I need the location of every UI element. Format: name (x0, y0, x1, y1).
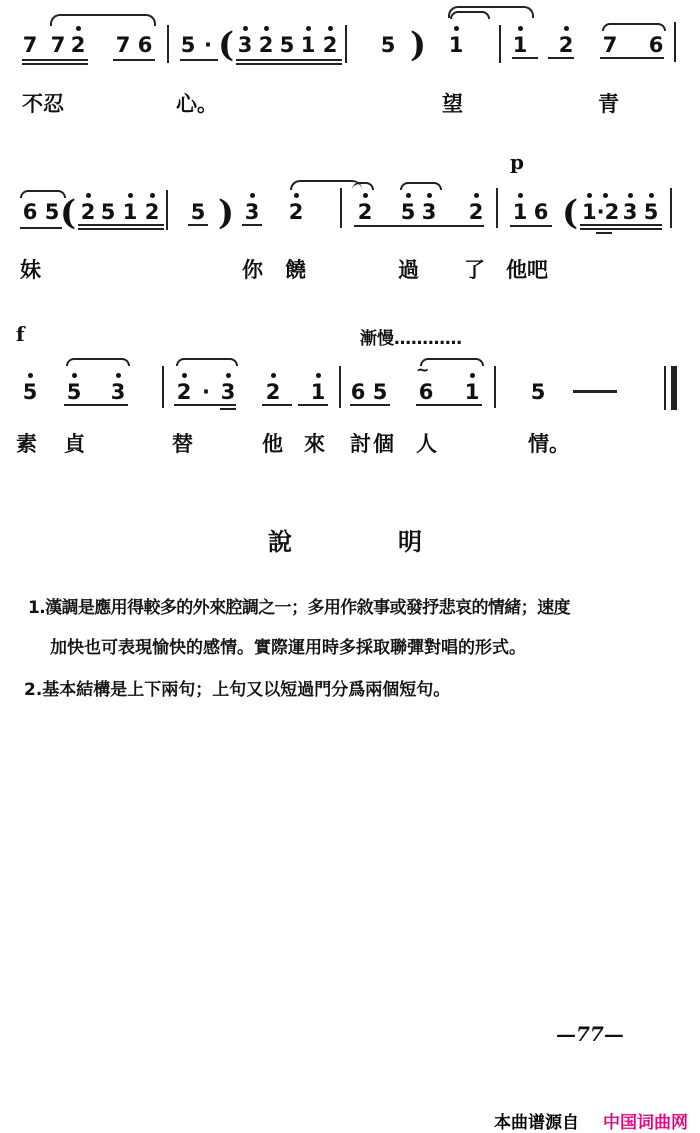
slur (400, 182, 442, 190)
underline (220, 408, 236, 410)
barline (166, 190, 168, 230)
note: 3 (110, 380, 126, 404)
note: 2 (258, 33, 274, 57)
dynamic-mark: f (16, 322, 25, 346)
lyric: 妹 (20, 258, 41, 282)
note: 5 (530, 380, 546, 404)
lyric: 討個 (350, 432, 396, 456)
paragraph-2-line-1: 2.基本結構是上下兩句；上句又以短過門分爲兩個短句。 (24, 680, 451, 700)
note: 7 (22, 33, 38, 57)
dot: · (202, 380, 210, 404)
underline (78, 224, 164, 226)
tempo-mark: 漸慢………… (360, 329, 462, 349)
underline (22, 63, 88, 65)
note: 5 (643, 200, 659, 224)
barline (339, 366, 341, 408)
paragraph-1-line-1: 1.漢調是應用得較多的外來腔調之一；多用作敘事或發抒悲哀的情緒；速度 (28, 598, 570, 618)
barline (162, 366, 164, 408)
note: 2 (322, 33, 338, 57)
underline (236, 63, 342, 65)
dot: · (204, 33, 212, 57)
note: 5 (372, 380, 388, 404)
underline (242, 224, 262, 226)
underline (350, 404, 390, 406)
lyric: 過 (398, 258, 419, 282)
explanation-title-right: 明 (398, 528, 422, 556)
barline (340, 188, 342, 228)
note: 6 (22, 200, 38, 224)
note: 5 (22, 380, 38, 404)
paragraph-1-line-2: 加快也可表現愉快的感情。實際運用時多採取聯彈對唱的形式。 (50, 638, 526, 658)
note: 2 (265, 380, 281, 404)
underline (596, 232, 612, 234)
note: 2 (176, 380, 192, 404)
note: 2 (558, 33, 574, 57)
underline (180, 59, 218, 61)
underline (236, 59, 342, 61)
underline (600, 57, 664, 59)
note: 6 (533, 200, 549, 224)
note: 2 (80, 200, 96, 224)
paren-close: ) (218, 193, 235, 233)
underline (548, 57, 574, 59)
lyric: 情。 (528, 432, 570, 456)
lyric: 了 (464, 258, 485, 282)
note: 1 (512, 33, 528, 57)
paren-open: ( (562, 193, 579, 233)
note: 5 (380, 33, 396, 57)
mordent-icon: ~ (416, 360, 430, 379)
lyric: 你饒 (242, 258, 328, 282)
underline (188, 224, 208, 226)
underline (512, 57, 538, 59)
lyric: 他 (262, 432, 283, 456)
note: 5 (180, 33, 196, 57)
paren-open: ( (60, 193, 77, 233)
underline (22, 59, 88, 61)
page-number: —77— (556, 1022, 624, 1046)
explanation-title-left: 說 (268, 528, 292, 556)
note: 3 (237, 33, 253, 57)
note: 3 (622, 200, 638, 224)
note: 1 (122, 200, 138, 224)
barline (494, 366, 496, 408)
underline (78, 228, 164, 230)
note: 2 (70, 33, 86, 57)
lyric: 人 (416, 432, 437, 456)
underline (580, 228, 662, 230)
watermark-site: 中国词曲网 (603, 1113, 688, 1133)
note: 1 (310, 380, 326, 404)
underline (262, 404, 292, 406)
extension-dash (573, 390, 617, 393)
note: 3 (220, 380, 236, 404)
note: 5 (100, 200, 116, 224)
underline (174, 404, 236, 406)
barline (167, 25, 169, 63)
note: 7 (602, 33, 618, 57)
lyric: 心。 (176, 92, 218, 116)
note: 6 (648, 33, 664, 57)
note: 3 (421, 200, 437, 224)
barline (345, 25, 347, 63)
slur (66, 358, 130, 366)
slur (602, 23, 666, 31)
note: 3 (244, 200, 260, 224)
note: 2 (468, 200, 484, 224)
final-barline-thick (671, 366, 677, 410)
slur (50, 14, 156, 26)
note: 6 (350, 380, 366, 404)
note: 5 (400, 200, 416, 224)
note: 6 (418, 380, 434, 404)
lyric: 來 (304, 432, 325, 456)
note: 5 (279, 33, 295, 57)
lyric: 貞 (64, 432, 85, 456)
slur (176, 358, 238, 366)
note: 2 (288, 200, 304, 224)
note: 1 (300, 33, 316, 57)
watermark-prefix: 本曲谱源自 (494, 1113, 579, 1133)
note: 1 (464, 380, 480, 404)
note: 5 (66, 380, 82, 404)
note: 1 (448, 33, 464, 57)
lyric: 不忍 (22, 92, 64, 116)
barline (670, 188, 672, 228)
underline (64, 404, 128, 406)
underline (416, 404, 482, 406)
note: 2 (144, 200, 160, 224)
note: 5 (190, 200, 206, 224)
underline (298, 404, 328, 406)
note: 7 (50, 33, 66, 57)
paren-close: ) (410, 25, 427, 65)
tie (450, 11, 490, 19)
barline (674, 22, 676, 62)
underline (20, 227, 62, 229)
note: 1 (512, 200, 528, 224)
barline (496, 188, 498, 228)
paren-open: ( (218, 25, 235, 65)
lyric: 望 (442, 92, 463, 116)
underline (580, 224, 662, 226)
lyric: 替 (172, 432, 193, 456)
final-barline-thin (664, 366, 666, 410)
underline (354, 225, 484, 227)
note: 5 (44, 200, 60, 224)
barline (499, 25, 501, 63)
lyric: 青 (598, 92, 619, 116)
note: 1·2 (582, 200, 610, 224)
tie-end (352, 182, 374, 190)
note: 2 (357, 200, 373, 224)
note: 6 (137, 33, 153, 57)
lyric: 他吧 (506, 258, 548, 282)
dynamic-mark: p (510, 150, 524, 174)
underline (113, 59, 155, 61)
underline (510, 225, 552, 227)
note: 7 (115, 33, 131, 57)
slur (420, 358, 484, 366)
lyric: 素 (16, 432, 37, 456)
